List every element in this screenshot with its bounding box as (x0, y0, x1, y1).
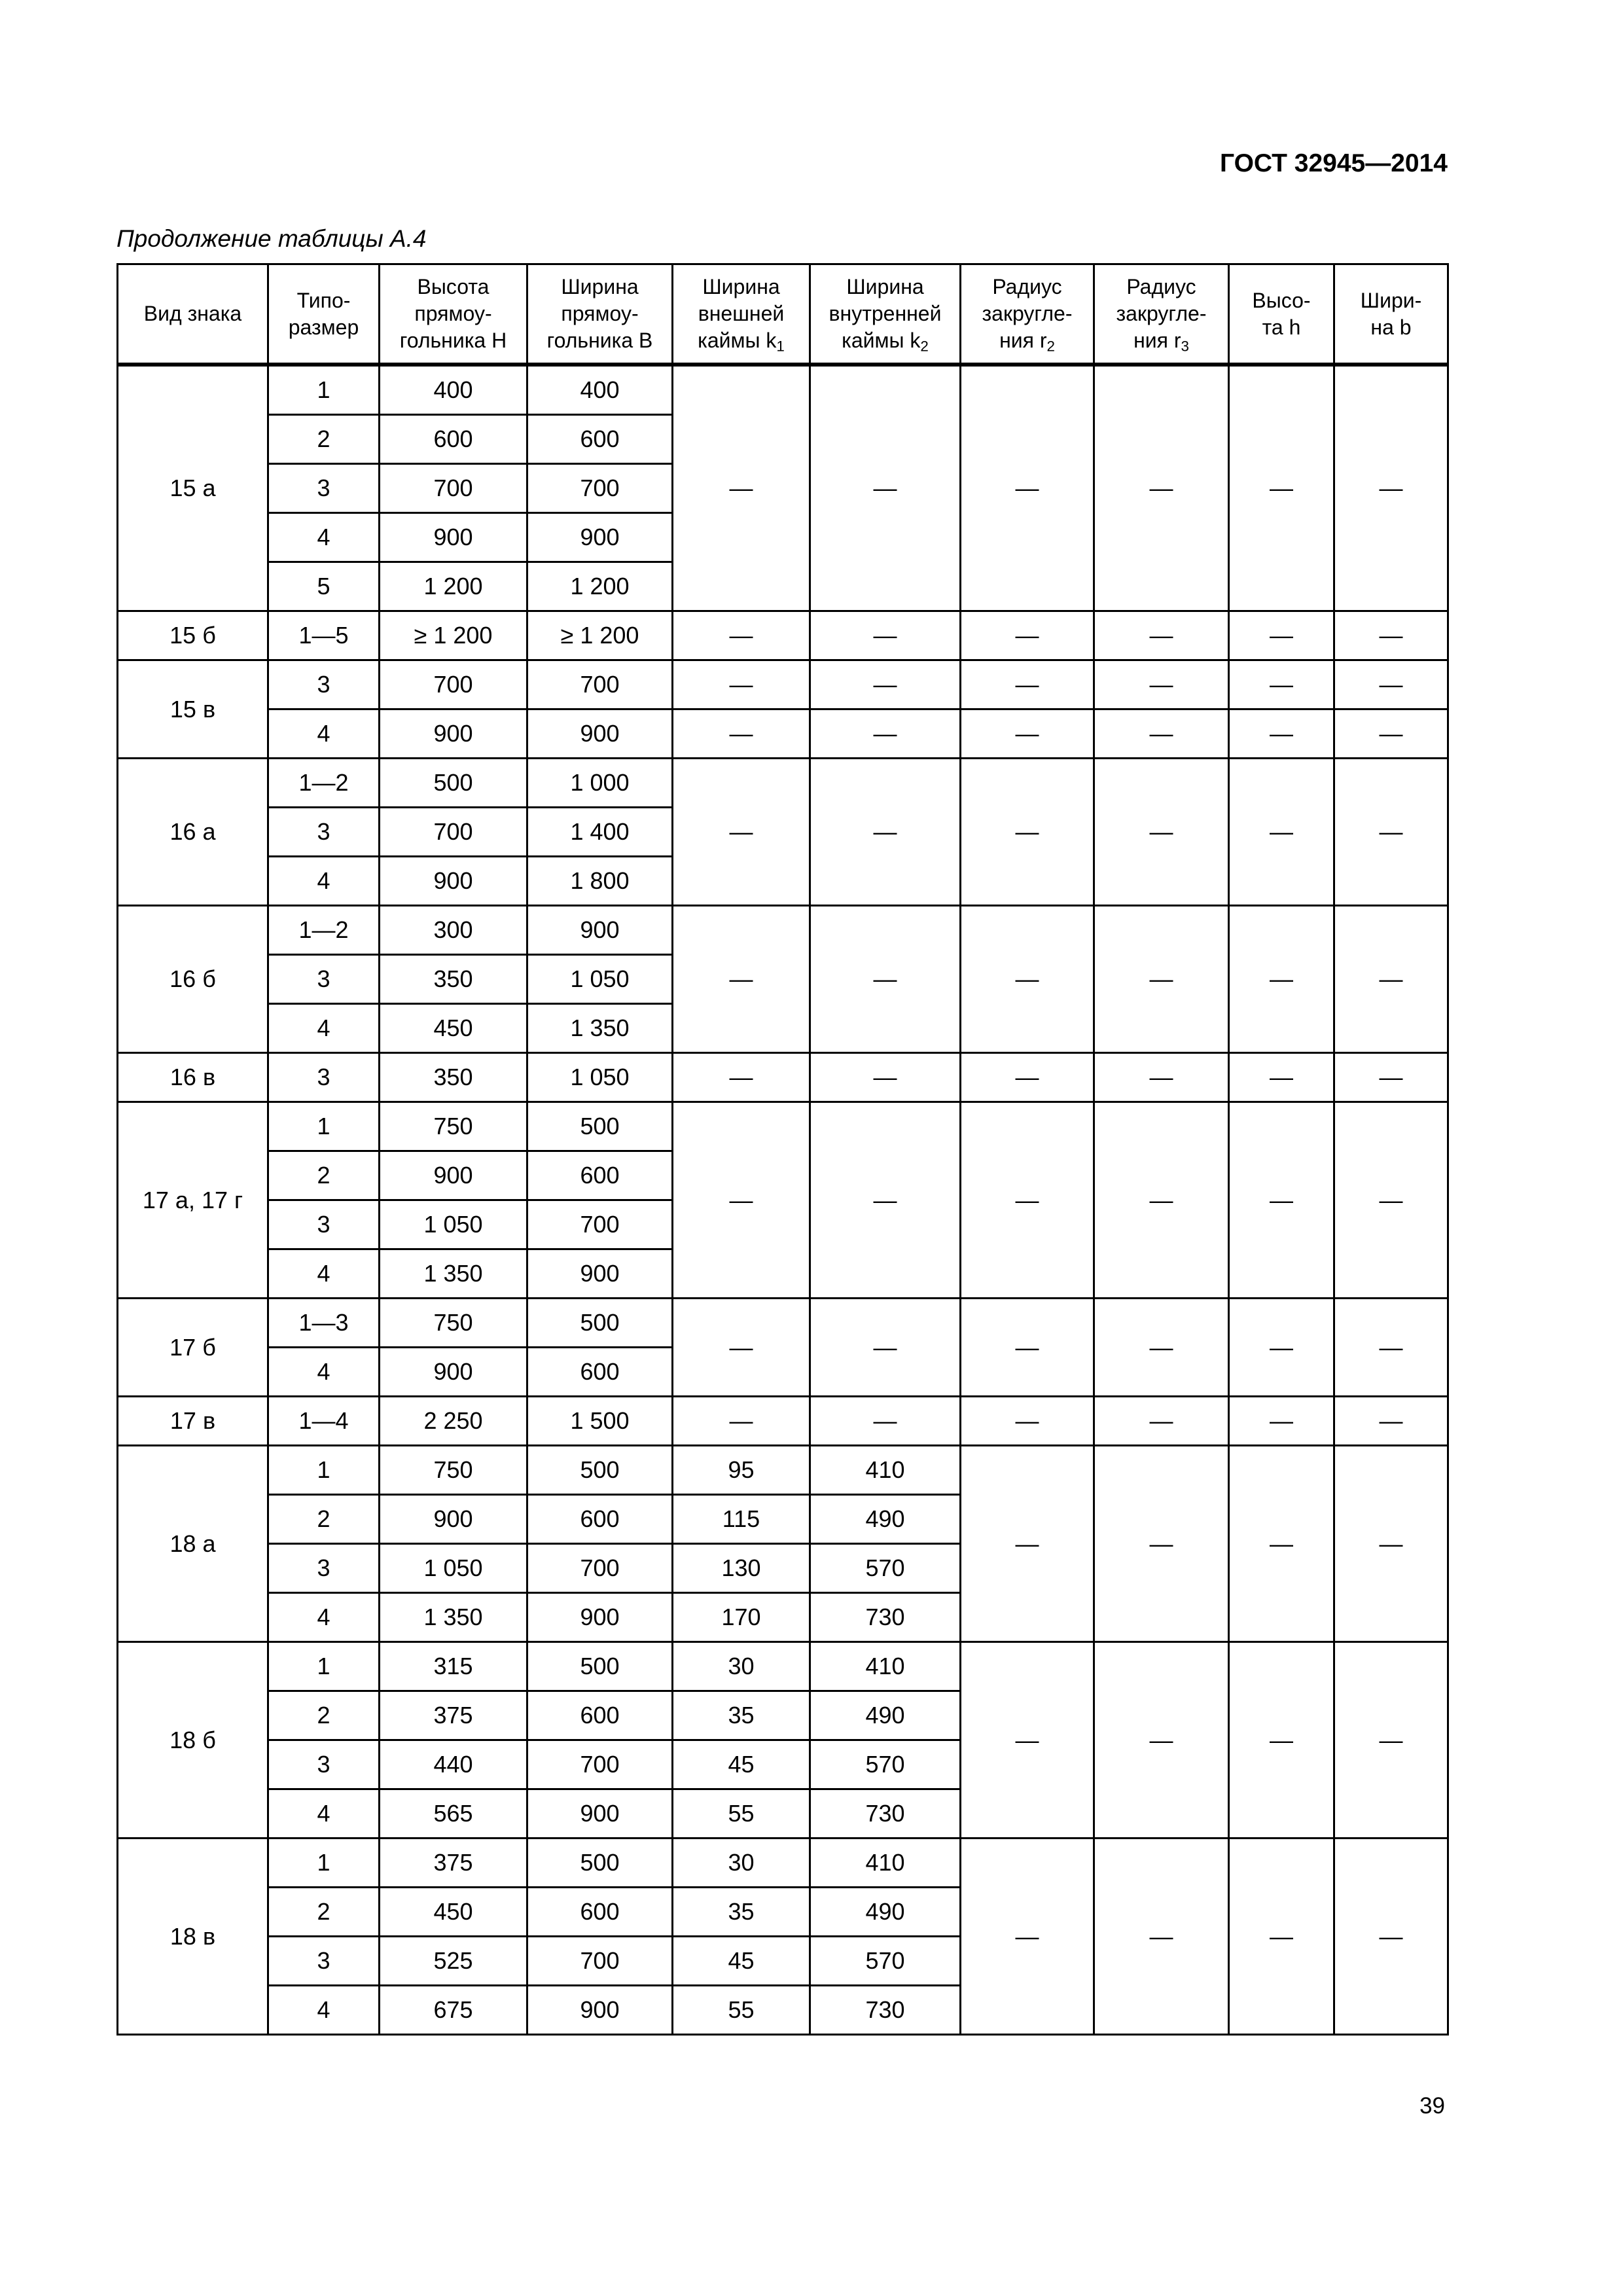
merged-cell: — (1229, 759, 1334, 906)
table-cell: 410 (810, 1446, 961, 1495)
table-cell: 900 (380, 1151, 527, 1200)
column-header (673, 264, 810, 365)
table-cell: ≥ 1 200 (380, 611, 527, 660)
table-cell: 2 250 (380, 1397, 527, 1446)
table-cell: 1 050 (380, 1200, 527, 1249)
table-cell: 1 400 (527, 808, 673, 857)
table-cell: 675 (380, 1986, 527, 2035)
table-cell: — (810, 1053, 961, 1102)
merged-cell: — (1229, 1642, 1334, 1839)
column-header (118, 264, 268, 365)
table-cell: 2 (268, 1151, 380, 1200)
table-cell: — (1334, 660, 1448, 709)
merged-cell: — (961, 1446, 1094, 1642)
table-cell: 3 (268, 808, 380, 857)
table-cell: — (1094, 1397, 1229, 1446)
table-cell: 900 (380, 513, 527, 562)
table-row (118, 365, 1448, 415)
table-cell: 1—4 (268, 1397, 380, 1446)
table-cell: 4 (268, 1249, 380, 1299)
merged-cell: — (1229, 365, 1334, 611)
dimensions-table (116, 263, 1449, 2036)
merged-cell: — (673, 1102, 810, 1299)
table-cell: — (673, 1397, 810, 1446)
table-cell: 375 (380, 1691, 527, 1740)
table-cell: 440 (380, 1740, 527, 1789)
table-cell: 95 (673, 1446, 810, 1495)
table-cell: 700 (527, 660, 673, 709)
table-cell: 1 000 (527, 759, 673, 808)
column-header (961, 264, 1094, 365)
table-cell: — (810, 709, 961, 759)
sign-type-cell: 17 б (118, 1299, 268, 1397)
table-cell: 35 (673, 1691, 810, 1740)
table-cell: — (1094, 709, 1229, 759)
table-caption: Продолжение таблицы А.4 (116, 225, 427, 252)
merged-cell: — (1334, 906, 1448, 1053)
merged-cell: — (1334, 1446, 1448, 1642)
table-row (118, 1053, 1448, 1102)
table-cell: — (1334, 1053, 1448, 1102)
table-cell: 570 (810, 1740, 961, 1789)
column-header (1094, 264, 1229, 365)
table-cell: 1 (268, 1642, 380, 1691)
table-cell: 1 050 (527, 1053, 673, 1102)
table-cell: — (1229, 1397, 1334, 1446)
table-row (118, 1839, 1448, 1888)
table-cell: 570 (810, 1544, 961, 1593)
table-cell: 570 (810, 1937, 961, 1986)
header-text: прямоу- (561, 302, 639, 326)
column-header (527, 264, 673, 365)
merged-cell: — (673, 759, 810, 906)
header-subscript: 2 (920, 338, 929, 355)
table-cell: 900 (527, 1789, 673, 1839)
header-text: ния r (999, 328, 1047, 352)
header-text: прямоу- (414, 302, 492, 326)
table-row (118, 709, 1448, 759)
page-number: 39 (1419, 2093, 1445, 2119)
table-cell: 1—2 (268, 759, 380, 808)
merged-cell: — (810, 1102, 961, 1299)
table-cell: — (1334, 709, 1448, 759)
merged-cell: — (1229, 1102, 1334, 1299)
merged-cell: — (961, 1299, 1094, 1397)
table-row (118, 1446, 1448, 1495)
merged-cell: — (961, 1102, 1094, 1299)
sign-type-cell: 15 б (118, 611, 268, 660)
header-text: Ширина (561, 275, 639, 299)
header-text: та h (1262, 315, 1301, 339)
merged-cell: — (1334, 365, 1448, 611)
table-cell: 700 (380, 660, 527, 709)
table-cell: — (961, 709, 1094, 759)
table-cell: 4 (268, 1789, 380, 1839)
table-cell: 1—2 (268, 906, 380, 955)
table-cell: 1 350 (380, 1249, 527, 1299)
table-row (118, 1397, 1448, 1446)
merged-cell: — (961, 365, 1094, 611)
table-cell: — (1334, 611, 1448, 660)
table-cell: 4 (268, 1004, 380, 1053)
header-text: каймы k (698, 328, 777, 352)
sign-type-cell: 16 б (118, 906, 268, 1053)
sign-type-cell: 15 в (118, 660, 268, 759)
table-row (118, 906, 1448, 955)
table-cell: 30 (673, 1642, 810, 1691)
table-cell: 450 (380, 1888, 527, 1937)
table-cell: 730 (810, 1986, 961, 2035)
table-cell: 1 (268, 1839, 380, 1888)
table-cell: 490 (810, 1495, 961, 1544)
table-cell: 600 (527, 415, 673, 464)
table-cell: 3 (268, 1544, 380, 1593)
table-cell: 900 (527, 709, 673, 759)
merged-cell: — (1334, 1839, 1448, 2035)
merged-cell: — (1229, 1446, 1334, 1642)
table-cell: 2 (268, 1691, 380, 1740)
table-cell: 565 (380, 1789, 527, 1839)
table-header-row (118, 264, 1448, 365)
table-cell: 450 (380, 1004, 527, 1053)
merged-cell: — (1334, 1102, 1448, 1299)
table-cell: 700 (380, 808, 527, 857)
table-cell: 900 (527, 1249, 673, 1299)
merged-cell: — (1229, 1839, 1334, 2035)
table-cell: 700 (527, 1740, 673, 1789)
column-header (1334, 264, 1448, 365)
table-cell: 1 500 (527, 1397, 673, 1446)
header-text: Высота (417, 275, 490, 299)
table-cell: 2 (268, 1888, 380, 1937)
table-body (118, 365, 1448, 2035)
standard-designation: ГОСТ 32945—2014 (1220, 149, 1448, 177)
table-cell: 3 (268, 1200, 380, 1249)
column-header (268, 264, 380, 365)
header-text: Высо- (1252, 288, 1311, 312)
merged-cell: — (1229, 906, 1334, 1053)
table-row (118, 660, 1448, 709)
header-text: Вид знака (143, 302, 242, 326)
table-cell: 490 (810, 1691, 961, 1740)
table-cell: — (673, 611, 810, 660)
table-row (118, 1642, 1448, 1691)
table-cell: 2 (268, 415, 380, 464)
table-cell: 55 (673, 1789, 810, 1839)
table-cell: 900 (527, 513, 673, 562)
sign-type-cell: 17 а, 17 г (118, 1102, 268, 1299)
table-cell: 1 050 (527, 955, 673, 1004)
header-text: Радиус (1126, 275, 1196, 299)
table-cell: 3 (268, 1937, 380, 1986)
table-cell: 30 (673, 1839, 810, 1888)
table-cell: — (961, 660, 1094, 709)
merged-cell: — (673, 906, 810, 1053)
table-cell: — (961, 1397, 1094, 1446)
sign-type-cell: 15 а (118, 365, 268, 611)
merged-cell: — (1094, 759, 1229, 906)
table-cell: 55 (673, 1986, 810, 2035)
table-cell: 500 (527, 1446, 673, 1495)
table-row (118, 1102, 1448, 1151)
table-cell: 350 (380, 1053, 527, 1102)
table-cell: 600 (527, 1888, 673, 1937)
merged-cell: — (1334, 1299, 1448, 1397)
header-subscript: 3 (1181, 338, 1189, 355)
table-cell: 600 (527, 1348, 673, 1397)
header-text: внутренней (829, 302, 942, 326)
table-cell: 900 (380, 1495, 527, 1544)
table-cell: 700 (527, 1937, 673, 1986)
header-subscript: 1 (776, 338, 785, 355)
merged-cell: — (673, 1299, 810, 1397)
header-text: Шири- (1360, 288, 1422, 312)
table-cell: 900 (527, 1593, 673, 1642)
table-cell: 1 350 (527, 1004, 673, 1053)
header-text: закругле- (982, 302, 1073, 326)
table-cell: 700 (527, 1544, 673, 1593)
header-text: ния r (1133, 328, 1181, 352)
table-cell: — (1229, 709, 1334, 759)
table-cell: 4 (268, 857, 380, 906)
column-header (810, 264, 961, 365)
table-cell: — (1094, 1053, 1229, 1102)
sign-type-cell: 16 а (118, 759, 268, 906)
table-cell: — (961, 1053, 1094, 1102)
table-cell: 600 (527, 1691, 673, 1740)
sign-type-cell: 18 а (118, 1446, 268, 1642)
table-cell: — (810, 611, 961, 660)
merged-cell: — (1229, 1299, 1334, 1397)
table-cell: 3 (268, 464, 380, 513)
table-cell: 500 (527, 1839, 673, 1888)
column-header (380, 264, 527, 365)
table-cell: — (673, 660, 810, 709)
table-cell: — (1094, 611, 1229, 660)
table-cell: 1 800 (527, 857, 673, 906)
table-cell: 170 (673, 1593, 810, 1642)
table-cell: 45 (673, 1937, 810, 1986)
merged-cell: — (1094, 1642, 1229, 1839)
table-cell: 500 (380, 759, 527, 808)
header-subscript: 2 (1046, 338, 1055, 355)
table-cell: 4 (268, 513, 380, 562)
header-text: Ширина (846, 275, 924, 299)
merged-cell: — (961, 906, 1094, 1053)
table-cell: ≥ 1 200 (527, 611, 673, 660)
merged-cell: — (810, 906, 961, 1053)
header-text: гольника В (546, 328, 653, 352)
table-cell: 500 (527, 1102, 673, 1151)
table-cell: — (1229, 611, 1334, 660)
table-cell: 4 (268, 1986, 380, 2035)
table-cell: 1 350 (380, 1593, 527, 1642)
table-cell: 1—3 (268, 1299, 380, 1348)
sign-type-cell: 18 в (118, 1839, 268, 2035)
table-cell: 730 (810, 1789, 961, 1839)
header-text: Ширина (702, 275, 780, 299)
merged-cell: — (1094, 1299, 1229, 1397)
table-cell: 375 (380, 1839, 527, 1888)
merged-cell: — (961, 759, 1094, 906)
table-cell: 900 (527, 1986, 673, 2035)
table-cell: 400 (527, 365, 673, 415)
table-cell: 730 (810, 1593, 961, 1642)
table-cell: 3 (268, 1053, 380, 1102)
table-cell: 35 (673, 1888, 810, 1937)
table-cell: 750 (380, 1446, 527, 1495)
table-cell: 500 (527, 1642, 673, 1691)
table-row (118, 1299, 1448, 1348)
table-cell: 500 (527, 1299, 673, 1348)
header-text: каймы k (842, 328, 921, 352)
table-cell: 3 (268, 955, 380, 1004)
table-cell: 900 (527, 906, 673, 955)
table-cell: — (673, 1053, 810, 1102)
table-cell: 1 200 (527, 562, 673, 611)
table-cell: 2 (268, 1495, 380, 1544)
table-cell: 4 (268, 1593, 380, 1642)
table-cell: — (1229, 660, 1334, 709)
header-text: закругле- (1116, 302, 1207, 326)
merged-cell: — (961, 1839, 1094, 2035)
table-cell: 1 050 (380, 1544, 527, 1593)
table-cell: — (673, 709, 810, 759)
table-cell: 5 (268, 562, 380, 611)
table-cell: 700 (527, 464, 673, 513)
header-text: Радиус (992, 275, 1062, 299)
table-cell: 700 (380, 464, 527, 513)
table-cell: 1 (268, 365, 380, 415)
merged-cell: — (1334, 1642, 1448, 1839)
header-text: гольника Н (399, 328, 507, 352)
header-text: Типо- (296, 288, 351, 312)
table-cell: 350 (380, 955, 527, 1004)
merged-cell: — (1094, 1102, 1229, 1299)
table-cell: 1 (268, 1102, 380, 1151)
merged-cell: — (810, 1299, 961, 1397)
sign-type-cell: 18 б (118, 1642, 268, 1839)
table-row (118, 759, 1448, 808)
merged-cell: — (1094, 365, 1229, 611)
merged-cell: — (1334, 759, 1448, 906)
table-cell: 115 (673, 1495, 810, 1544)
merged-cell: — (1094, 906, 1229, 1053)
table-cell: 410 (810, 1839, 961, 1888)
table-cell: 600 (380, 415, 527, 464)
merged-cell: — (961, 1642, 1094, 1839)
header-text: размер (288, 315, 359, 339)
table-cell: — (1229, 1053, 1334, 1102)
merged-cell: — (810, 759, 961, 906)
table-cell: 525 (380, 1937, 527, 1986)
table-cell: — (961, 611, 1094, 660)
merged-cell: — (1094, 1446, 1229, 1642)
table-cell: 4 (268, 709, 380, 759)
table-cell: 1 (268, 1446, 380, 1495)
header-text: внешней (698, 302, 785, 326)
merged-cell: — (673, 365, 810, 611)
table-cell: 900 (380, 1348, 527, 1397)
merged-cell: — (1094, 1839, 1229, 2035)
table-cell: 3 (268, 1740, 380, 1789)
table-cell: 4 (268, 1348, 380, 1397)
table-cell: 750 (380, 1299, 527, 1348)
table-cell: 410 (810, 1642, 961, 1691)
table-cell: 750 (380, 1102, 527, 1151)
table-cell: 300 (380, 906, 527, 955)
table-cell: — (1334, 1397, 1448, 1446)
table-cell: — (810, 1397, 961, 1446)
merged-cell: — (810, 365, 961, 611)
table-cell: 900 (380, 709, 527, 759)
table-cell: — (1094, 660, 1229, 709)
header-text: на b (1370, 315, 1412, 339)
table-cell: 400 (380, 365, 527, 415)
table-cell: 3 (268, 660, 380, 709)
sign-type-cell: 17 в (118, 1397, 268, 1446)
table-cell: 1 200 (380, 562, 527, 611)
table-cell: 45 (673, 1740, 810, 1789)
sign-type-cell: 16 в (118, 1053, 268, 1102)
table-cell: 700 (527, 1200, 673, 1249)
table-cell: 130 (673, 1544, 810, 1593)
table-cell: 1—5 (268, 611, 380, 660)
table-row (118, 611, 1448, 660)
column-header (1229, 264, 1334, 365)
table-cell: 315 (380, 1642, 527, 1691)
table-cell: 600 (527, 1151, 673, 1200)
table-cell: 600 (527, 1495, 673, 1544)
table-cell: 490 (810, 1888, 961, 1937)
table-cell: — (810, 660, 961, 709)
table-cell: 900 (380, 857, 527, 906)
